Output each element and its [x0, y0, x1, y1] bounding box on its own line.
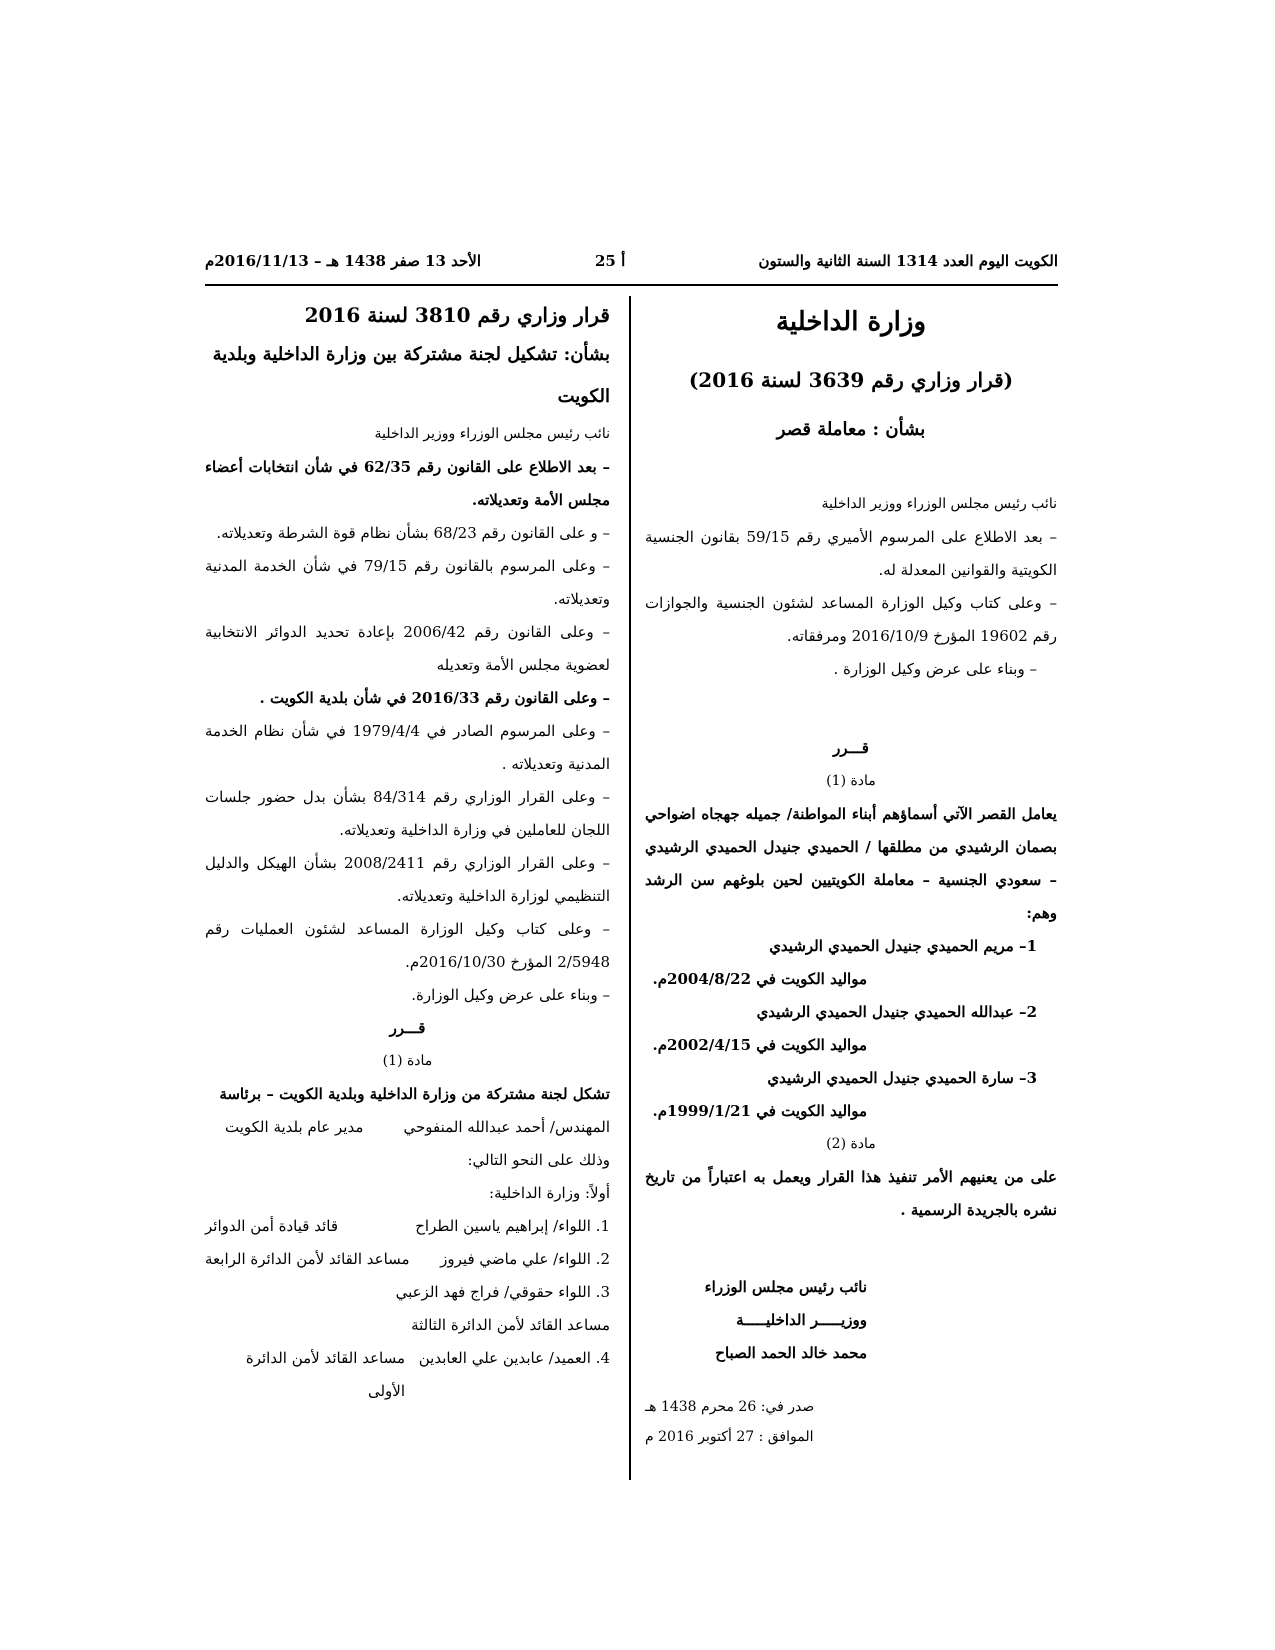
preamble-line: – وعلى القرار الوزاري رقم 2008/2411 بشأن الهيكل والدليل التنظيمي لوزارة الداخلية وتعديلاته. — [205, 854, 610, 905]
as-follows: وذلك على النحو التالي: — [467, 1151, 610, 1169]
member-title: مساعد القائد لأمن الدائرة الثالثة — [411, 1316, 610, 1334]
signature-name: محمد خالد الحمد الصباح — [715, 1344, 867, 1362]
ministry-heading: وزارة الداخلية — [775, 307, 927, 337]
right-column — [645, 296, 1057, 1452]
spacer — [645, 1227, 1057, 1271]
member-row — [205, 1210, 610, 1243]
decided-heading: قـــرر — [833, 739, 869, 757]
decided-heading: قـــرر — [389, 1019, 426, 1037]
header-rule — [205, 284, 1058, 286]
chair-name: المهندس/ أحمد عبدالله المنفوحي — [403, 1118, 610, 1136]
minor-birth: مواليد الكويت في 2002/4/15م. — [652, 1036, 867, 1054]
article-label: مادة (1) — [382, 1053, 433, 1069]
article-label: مادة (2) — [826, 1136, 876, 1152]
preamble-line: – بعد الاطلاع على القانون رقم 62/35 في شأن انتخابات أعضاء مجلس الأمة وتعديلاته. — [205, 458, 610, 509]
preamble-line: – وعلى المرسوم بالقانون رقم 79/15 في شأن الخدمة المدنية وتعديلاته. — [205, 557, 610, 608]
preamble-line: – وعلى كتاب وكيل الوزارة المساعد لشئون العمليات رقم 2/5948 المؤرخ 2016/10/30م. — [205, 920, 610, 971]
decree-title: قرار وزاري رقم 3810 لسنة 2016 — [304, 303, 610, 327]
signature-line: ووزيـــــر الداخليـــــة — [736, 1311, 867, 1329]
decree-subject: بشأن : معاملة قصر — [776, 419, 926, 440]
spacer — [645, 448, 1057, 488]
spacer — [645, 686, 1057, 732]
section-heading: أولاً: وزارة الداخلية: — [489, 1184, 610, 1202]
preamble-line: – وعلى القانون رقم 2006/42 بإعادة تحديد الدوائر الانتخابية لعضوية مجلس الأمة وتعديله — [205, 623, 610, 674]
minor-name: 2– عبدالله الحميدي جنيدل الحميدي الرشيدي — [756, 1003, 1037, 1021]
column-divider — [629, 296, 631, 1480]
preamble-line: – وعلى المرسوم الصادر في 1979/4/4 في شأن نظام الخدمة المدنية وتعديلاته . — [205, 722, 610, 773]
chair-title: مدير عام بلدية الكويت — [225, 1118, 364, 1136]
spacer — [645, 1370, 1057, 1392]
preamble-line: – وعلى القانون رقم 2016/33 في شأن بلدية الكويت . — [259, 689, 610, 707]
member-name: 3. اللواء حقوقي/ فراج فهد الزعبي — [395, 1283, 610, 1301]
decree-title: (قرار وزاري رقم 3639 لسنة 2016) — [688, 368, 1014, 392]
preamble-line: نائب رئيس مجلس الوزراء ووزير الداخلية — [374, 426, 610, 442]
issued-date: صدر في: 26 محرم 1438 هـ — [645, 1399, 815, 1415]
minor-birth: مواليد الكويت في 2004/8/22م. — [652, 970, 867, 988]
member-row — [205, 1342, 610, 1408]
member-name: 2. اللواء/ علي ماضي فيروز — [440, 1250, 610, 1268]
minor-name: 3– سارة الحميدي جنيدل الحميدي الرشيدي — [767, 1069, 1037, 1087]
preamble-line: – وبناء على عرض وكيل الوزارة . — [833, 660, 1037, 678]
running-header — [205, 252, 1058, 276]
minor-birth: مواليد الكويت في 1999/1/21م. — [652, 1102, 867, 1120]
issued-date-gregorian: الموافق : 27 أكتوبر 2016 م — [645, 1429, 814, 1445]
preamble-line: – وبناء على عرض وكيل الوزارة. — [411, 986, 610, 1004]
signature-line: نائب رئيس مجلس الوزراء — [704, 1278, 867, 1296]
header-issue: الكويت اليوم العدد 1314 السنة الثانية والستون — [758, 252, 1058, 270]
preamble-line: – وعلى كتاب وكيل الوزارة المساعد لشئون الجنسية والجوازات رقم 19602 المؤرخ 2016/10/9 ومرفقاته. — [645, 594, 1057, 645]
member-title: مساعد القائد لأمن الدائرة الأولى — [245, 1349, 405, 1400]
preamble-line: – و على القانون رقم 68/23 بشأن نظام قوة الشرطة وتعديلاته. — [216, 524, 610, 542]
decree-subject: بشأن: تشكيل لجنة مشتركة بين وزارة الداخلية وبلدية الكويت — [212, 344, 610, 407]
preamble-line: نائب رئيس مجلس الوزراء ووزير الداخلية — [821, 496, 1057, 512]
left-column — [205, 296, 610, 1408]
preamble-line: – بعد الاطلاع على المرسوم الأميري رقم 59/15 بقانون الجنسية الكويتية والقوانين المعدلة له. — [645, 528, 1057, 579]
article-text: تشكل لجنة مشتركة من وزارة الداخلية وبلدية الكويت – برئاسة — [219, 1085, 610, 1103]
member-name: 1. اللواء/ إبراهيم ياسين الطراح — [415, 1217, 610, 1235]
member-row — [205, 1243, 610, 1276]
minor-name: 1– مريم الحميدي جنيدل الحميدي الرشيدي — [769, 937, 1037, 955]
preamble-line: – وعلى القرار الوزاري رقم 84/314 بشأن بدل حضور جلسات اللجان للعاملين في وزارة الداخلية وتعديلاته. — [205, 788, 610, 839]
header-page-number: أ 25 — [595, 252, 626, 270]
article-label: مادة (1) — [826, 773, 876, 789]
member-row — [205, 1276, 610, 1342]
article-text: يعامل القصر الآتي أسماؤهم أبناء المواطنة/ جميله جهجاه اضواحي بصمان الرشيدي من مطلقها / الحميدي جنيدل الحميدي الرشيدي – سعودي الجنسية – معاملة الكويتيين لحين بلوغهم سن الرشد وهم: — [645, 805, 1057, 922]
member-name: 4. العميد/ عابدين علي العابدين — [418, 1349, 610, 1367]
article-text: على من يعنيهم الأمر تنفيذ هذا القرار ويعمل به اعتباراً من تاريخ نشره بالجريدة الرسمية . — [645, 1168, 1057, 1219]
member-title: قائد قيادة أمن الدوائر — [205, 1217, 338, 1235]
chair-row — [205, 1111, 610, 1144]
header-date: الأحد 13 صفر 1438 هـ – 2016/11/13م — [205, 252, 481, 270]
member-title: مساعد القائد لأمن الدائرة الرابعة — [205, 1250, 410, 1268]
